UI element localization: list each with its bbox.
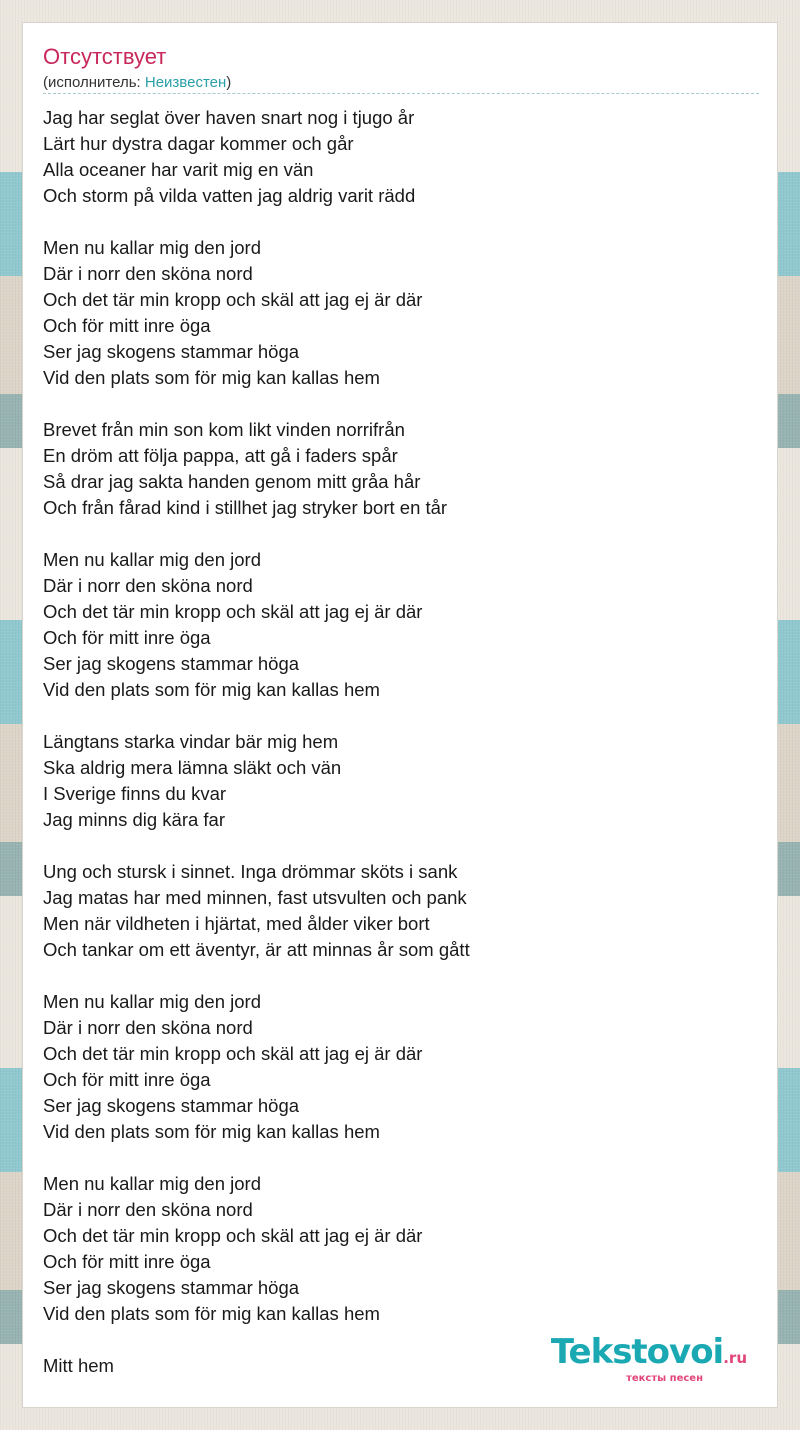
lyrics-line: Och det tär min kropp och skäl att jag ej är där	[43, 1225, 423, 1246]
lyrics-line: Och det tär min kropp och skäl att jag ej är där	[43, 289, 423, 310]
lyrics-line: Och storm på vilda vatten jag aldrig varit rädd	[43, 185, 416, 206]
song-title: Отсутствует	[43, 44, 167, 69]
lyrics-line: Ser jag skogens stammar höga	[43, 341, 300, 362]
lyrics-line: Ser jag skogens stammar höga	[43, 1095, 300, 1116]
lyrics-line: Men nu kallar mig den jord	[43, 991, 261, 1012]
header-divider	[43, 93, 759, 94]
lyrics-line: Och det tär min kropp och skäl att jag ej är där	[43, 1043, 423, 1064]
artist-suffix: )	[226, 74, 232, 91]
lyrics-line: Ser jag skogens stammar höga	[43, 653, 300, 674]
lyrics-line: Jag minns dig kära far	[43, 809, 226, 830]
lyrics-line: Och för mitt inre öga	[43, 1069, 211, 1090]
lyrics-line: Där i norr den sköna nord	[43, 1199, 253, 1220]
logo-name: Tekstovoi	[550, 1332, 724, 1372]
lyrics-line: Ung och stursk i sinnet. Inga drömmar sköts i sank	[43, 861, 458, 882]
lyrics-line: Vid den plats som för mig kan kallas hem	[43, 367, 380, 388]
lyrics-card	[22, 22, 778, 1408]
lyrics-line: Alla oceaner har varit mig en vän	[43, 159, 314, 180]
lyrics-line: Där i norr den sköna nord	[43, 263, 253, 284]
lyrics-line: Lärt hur dystra dagar kommer och går	[43, 133, 354, 154]
lyrics-line: Och för mitt inre öga	[43, 627, 211, 648]
lyrics-line: Längtans starka vindar bär mig hem	[43, 731, 339, 752]
lyrics-line: Brevet från min son kom likt vinden norrifrån	[43, 419, 405, 440]
lyrics-line: Och för mitt inre öga	[43, 1251, 211, 1272]
logo-tld: .ru	[723, 1349, 747, 1367]
lyrics-stanza	[43, 729, 759, 833]
lyrics-line: Ska aldrig mera lämna släkt och vän	[43, 757, 342, 778]
lyrics-line: Jag har seglat över haven snart nog i tjugo år	[43, 107, 415, 128]
lyrics-line: Men nu kallar mig den jord	[43, 237, 261, 258]
lyrics-line: Men nu kallar mig den jord	[43, 549, 261, 570]
artist-prefix: (исполнитель:	[43, 74, 145, 91]
lyrics-line: En dröm att följa pappa, att gå i faders spår	[43, 445, 398, 466]
lyrics-line: Jag matas har med minnen, fast utsvulten och pank	[43, 887, 467, 908]
lyrics-line: Vid den plats som för mig kan kallas hem	[43, 1121, 380, 1142]
lyrics-line: I Sverige finns du kvar	[43, 783, 227, 804]
lyrics-line: Där i norr den sköna nord	[43, 575, 253, 596]
lyrics-line: Ser jag skogens stammar höga	[43, 1277, 300, 1298]
lyrics-stanza	[43, 105, 759, 209]
lyrics-stanza	[43, 547, 759, 703]
lyrics-line: Och det tär min kropp och skäl att jag ej är där	[43, 601, 423, 622]
lyrics-line: Men nu kallar mig den jord	[43, 1173, 261, 1194]
lyrics-line: Så drar jag sakta handen genom mitt gråa hår	[43, 471, 421, 492]
lyrics-stanza	[43, 417, 759, 521]
lyrics-line: Mitt hem	[43, 1355, 114, 1376]
lyrics-line: Vid den plats som för mig kan kallas hem	[43, 1303, 380, 1324]
lyrics-stanza	[43, 859, 759, 963]
lyrics-line: Och för mitt inre öga	[43, 315, 211, 336]
site-logo[interactable]	[550, 1332, 747, 1385]
lyrics-stanza	[43, 1171, 759, 1327]
lyrics-line: Där i norr den sköna nord	[43, 1017, 253, 1038]
lyrics-line: Och från fårad kind i stillhet jag stryker bort en tår	[43, 497, 448, 518]
lyrics-stanza	[43, 989, 759, 1145]
lyrics-stanza	[43, 235, 759, 391]
lyrics-line: Och tankar om ett äventyr, är att minnas år som gått	[43, 939, 470, 960]
logo-tagline: тексты песен	[626, 1373, 703, 1384]
artist-line	[43, 73, 231, 93]
lyrics-line: Men när vildheten i hjärtat, med ålder viker bort	[43, 913, 430, 934]
logo-wordmark	[551, 1332, 747, 1372]
lyrics-body	[43, 105, 759, 1405]
artist-link[interactable]: Неизвестен	[144, 74, 227, 91]
lyrics-line: Vid den plats som för mig kan kallas hem	[43, 679, 380, 700]
